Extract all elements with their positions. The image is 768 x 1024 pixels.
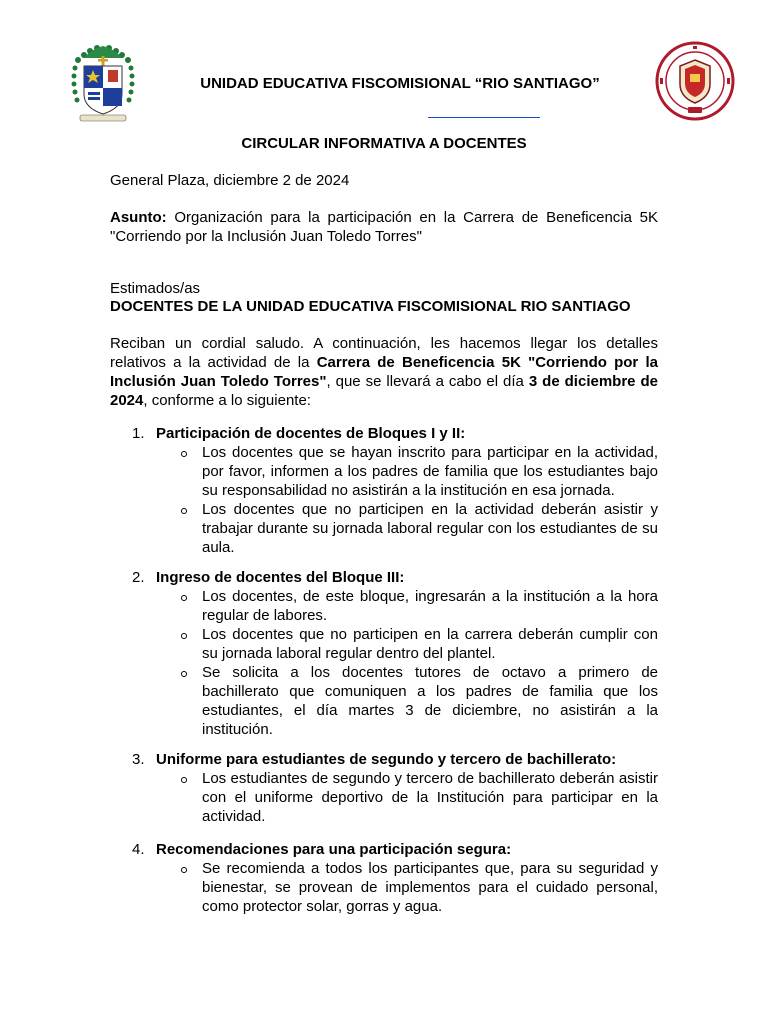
recipients: DOCENTES DE LA UNIDAD EDUCATIVA FISCOMISIONAL RIO SANTIAGO — [110, 298, 631, 315]
section-heading-text: Ingreso de docentes del Bloque III: — [156, 569, 405, 586]
intro-event-date: 3 de diciembre de 2024 — [110, 373, 658, 409]
section-items — [110, 443, 658, 557]
section-items — [110, 769, 658, 826]
list-item — [110, 443, 658, 500]
section-heading — [110, 750, 658, 769]
section-2 — [110, 568, 658, 739]
list-item-text: Los docentes que se hayan inscrito para participar en la actividad, por favor, informen a los padres de familia que los estudiantes bajo su responsabilidad no asistirán a la institución en esa jornada. — [202, 444, 658, 499]
list-item-text: Los docentes que no participen en la carrera deberán cumplir con su jornada laboral regular dentro del plantel. — [202, 626, 658, 662]
section-heading-text: Participación de docentes de Bloques I y II: — [156, 425, 466, 442]
place-date: General Plaza, diciembre 2 de 2024 — [110, 172, 350, 189]
greeting: Estimados/as — [110, 280, 201, 297]
circle-bullet-icon — [181, 508, 187, 514]
list-item — [110, 663, 658, 739]
section-heading — [110, 424, 658, 443]
circle-bullet-icon — [181, 671, 187, 677]
circle-bullet-icon — [181, 777, 187, 783]
section-heading-text: Recomendaciones para una participación segura: — [156, 841, 512, 858]
section-number: 1. — [132, 425, 145, 442]
list-item — [110, 587, 658, 625]
circle-bullet-icon — [181, 451, 187, 457]
section-4 — [110, 840, 658, 916]
subject-label: Asunto: — [110, 209, 167, 226]
section-number: 2. — [132, 569, 145, 586]
intro-text-1: Reciban un cordial saludo. A continuación, les hacemos llegar los detalles relativos a la actividad de la — [110, 335, 658, 371]
list-item-text: Los estudiantes de segundo y tercero de bachillerato deberán asistir con el uniforme deportivo de la Institución para participar en la actividad. — [202, 770, 658, 825]
intro-paragraph — [110, 334, 658, 410]
list-item-text: Los docentes, de este bloque, ingresarán a la institución a la hora regular de labores. — [202, 588, 658, 624]
list-item-text: Los docentes que no participen en la actividad deberán asistir y trabajar durante su jornada laboral regular con los estudiantes de su aula. — [202, 501, 658, 556]
school-seal-icon — [650, 40, 740, 122]
section-number: 3. — [132, 751, 145, 768]
section-heading — [110, 568, 658, 587]
circle-bullet-icon — [181, 867, 187, 873]
list-item — [110, 859, 658, 916]
list-item-text: Se recomienda a todos los participantes que, para su seguridad y bienestar, se provean de implementos para el cuidado personal, como protector solar, gorras y agua. — [202, 860, 658, 915]
section-heading-text: Uniforme para estudiantes de segundo y tercero de bachillerato: — [156, 751, 617, 768]
list-item — [110, 769, 658, 826]
list-item — [110, 500, 658, 557]
circle-bullet-icon — [181, 595, 187, 601]
list-item — [110, 625, 658, 663]
section-items — [110, 859, 658, 916]
intro-text-2: , que se llevará a cabo el día — [326, 373, 529, 390]
list-item-text: Se solicita a los docentes tutores de octavo a primero de bachillerato que comuniquen a los padres de familia que los estudiantes, el día martes 3 de diciembre, no asistirán a la institución. — [202, 664, 658, 738]
section-1 — [110, 424, 658, 557]
intro-text-3: , conforme a lo siguiente: — [143, 392, 311, 409]
subject-paragraph — [110, 208, 658, 246]
section-3 — [110, 750, 658, 826]
section-number: 4. — [132, 841, 145, 858]
subject-text: Organización para la participación en la Carrera de Beneficencia 5K "Corriendo por la Inclusión Juan Toledo Torres" — [110, 209, 658, 245]
header-underline — [428, 117, 540, 118]
intro-event-name: Carrera de Beneficencia 5K "Corriendo por la Inclusión Juan Toledo Torres" — [110, 354, 658, 390]
school-name: UNIDAD EDUCATIVA FISCOMISIONAL “RIO SANTIAGO” — [200, 75, 600, 92]
section-items — [110, 587, 658, 739]
circular-title: CIRCULAR INFORMATIVA A DOCENTES — [241, 135, 527, 152]
section-heading — [110, 840, 658, 859]
circle-bullet-icon — [181, 633, 187, 639]
